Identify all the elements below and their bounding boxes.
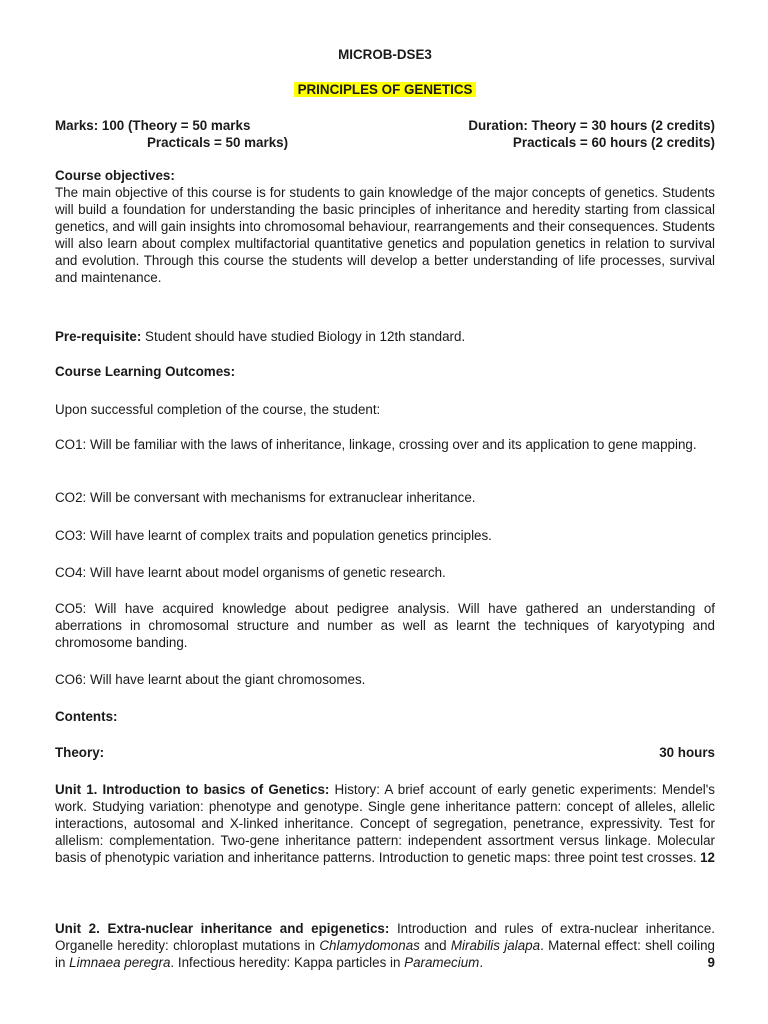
course-code: MICROB-DSE3 bbox=[338, 47, 432, 62]
contents-heading: Contents: bbox=[55, 709, 118, 724]
theory-hours: 30 hours bbox=[659, 745, 715, 760]
unit2-text-3: . Maternal effect: shell coiling in bbox=[55, 938, 715, 970]
marks-line1: Marks: 100 (Theory = 50 marks bbox=[55, 118, 251, 133]
objectives-section bbox=[55, 167, 715, 286]
outcomes-heading: Course Learning Outcomes: bbox=[55, 364, 236, 379]
unit2-title: Unit 2. Extra-nuclear inheritance and epigenetics: bbox=[55, 921, 390, 936]
outcomes-intro: Upon successful completion of the course, the student: bbox=[55, 402, 381, 417]
unit2 bbox=[55, 920, 715, 971]
course-title-wrap bbox=[55, 81, 715, 98]
outcome-co3: CO3: Will have learnt of complex traits and population genetics principles. bbox=[55, 528, 492, 543]
marks-line2: Practicals = 50 marks) bbox=[147, 135, 289, 150]
prerequisite bbox=[55, 328, 715, 345]
unit2-organism-1: Chlamydomonas bbox=[319, 938, 420, 953]
prerequisite-text: Student should have studied Biology in 12th standard. bbox=[141, 329, 466, 344]
unit2-text-4: . Infectious heredity: Kappa particles in bbox=[170, 955, 405, 970]
unit2-text-5: . bbox=[479, 955, 484, 970]
unit2-organism-2: Mirabilis jalapa bbox=[450, 938, 541, 953]
objectives-text: The main objective of this course is for students to gain knowledge of the major concepts of genetics. Students will build a foundation for understanding the basic principles of inheritance and heredity starting from classical genetics, and will gain insights into chromosomal behaviour, rearrangements and their consequences. Students will also learn about complex multifactorial quantitative genetics and population genetics in relation to survival and evolution. Through this course the students will develop a better understanding of life processes, survival and maintenance. bbox=[55, 185, 715, 285]
unit1 bbox=[55, 781, 715, 866]
marks-duration-row bbox=[55, 117, 715, 151]
theory-label: Theory: bbox=[55, 745, 105, 760]
outcome-co1: CO1: Will be familiar with the laws of inheritance, linkage, crossing over and its application to gene mapping. bbox=[55, 437, 697, 452]
duration-line2: Practicals = 60 hours (2 credits) bbox=[512, 135, 715, 150]
prerequisite-label: Pre-requisite: bbox=[55, 329, 142, 344]
unit2-organism-3: Limnaea peregra bbox=[69, 955, 171, 970]
theory-row bbox=[55, 744, 715, 761]
unit1-title: Unit 1. Introduction to basics of Genetics: bbox=[55, 782, 330, 797]
unit2-organism-4: Paramecium bbox=[404, 955, 480, 970]
outcome-co2: CO2: Will be conversant with mechanisms for extranuclear inheritance. bbox=[55, 490, 476, 505]
unit2-text-2: and bbox=[419, 938, 451, 953]
outcome-co4: CO4: Will have learnt about model organisms of genetic research. bbox=[55, 565, 446, 580]
unit1-text: History: A brief account of early genetic experiments: Mendel's work. Studying variation: phenotype and genotype. Single gene inheritance pattern: concept of alleles, allelic interactions, autosomal and X-linked inheritance. Concept of segregation, penetrance, expressivity. Test for allelism: complementation. Two-gene inheritance pattern: independent assortment versus linkage. Molecular basis of phenotypic variation and inheritance patterns. Introduction to genetic maps: three point test crosses. bbox=[55, 782, 715, 865]
marks-info bbox=[55, 117, 288, 151]
unit2-text-1: Introduction and rules of extra-nuclear inheritance. Organelle heredity: chloroplast mutations in bbox=[55, 921, 715, 953]
unit2-hours: 9 bbox=[707, 955, 715, 970]
course-title: PRINCIPLES OF GENETICS bbox=[294, 82, 477, 97]
objectives-heading: Course objectives: bbox=[55, 168, 175, 183]
unit1-hours: 12 bbox=[700, 850, 715, 865]
outcome-co6: CO6: Will have learnt about the giant chromosomes. bbox=[55, 672, 366, 687]
duration-line1: Duration: Theory = 30 hours (2 credits) bbox=[468, 118, 715, 133]
duration-info bbox=[468, 117, 715, 151]
outcome-co5: CO5: Will have acquired knowledge about pedigree analysis. Will have gathered an understanding of aberrations in chromosomal structure and number as well as learnt the techniques of karyotyping and chromosome banding. bbox=[55, 601, 715, 650]
